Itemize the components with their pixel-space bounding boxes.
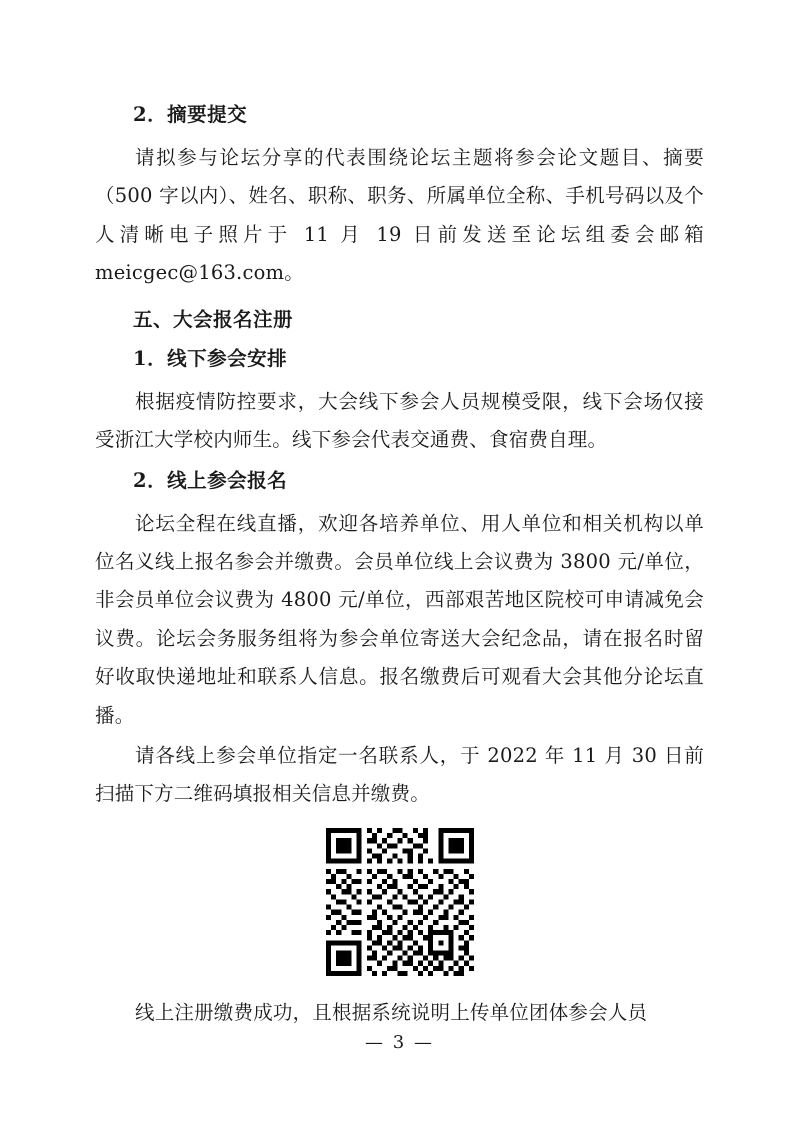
- paragraph-after-qr: 线上注册缴费成功，且根据系统说明上传单位团体参会人员: [135, 1000, 648, 1024]
- section-heading-offline-arrangement: 1．线下参会安排: [133, 346, 288, 370]
- paragraph-online-registration-fees: 论坛全程在线直播，欢迎各培养单位、用人单位和相关机构以单位名义线上报名参会并缴费。会员单位线上会议费为 3800 元/单位，非会员单位会议费为 4800 元/单位，西部艰苦地区院校可申请减免会议费。论坛会务服务组将为参会单位寄送大会纪念品，请在报名时留好收取快递地址和联系人信息。报名缴费后可观看大会其他分论坛直播。: [95, 511, 704, 727]
- page-number: — 3 —: [365, 1032, 434, 1053]
- section-heading-abstract-submission: 2．摘要提交: [133, 103, 248, 126]
- registration-qr-code: [326, 828, 474, 976]
- paragraph-online-registration-contact: 请各线上参会单位指定一名联系人，于 2022 年 11 月 30 日前扫描下方二维码填报相关信息并缴费。: [95, 744, 704, 806]
- paragraph-abstract-submission: 请拟参与论坛分享的代表围绕论坛主题将参会论文题目、摘要（500 字以内）、姓名、职称、职务、所属单位全称、手机号码以及个人清晰电子照片于 11 月 19 日前发送至论坛组委会邮箱 meicgec@163.com。: [95, 146, 704, 285]
- qr-code-container: [95, 828, 704, 976]
- section-heading-registration: 五、大会报名注册: [133, 307, 294, 331]
- section-heading-online-registration: 2．线上参会报名: [133, 468, 288, 492]
- paragraph-offline-arrangement: 根据疫情防控要求，大会线下参会人员规模受限，线下会场仅接受浙江大学校内师生。线下参会代表交通费、食宿费自理。: [95, 389, 704, 452]
